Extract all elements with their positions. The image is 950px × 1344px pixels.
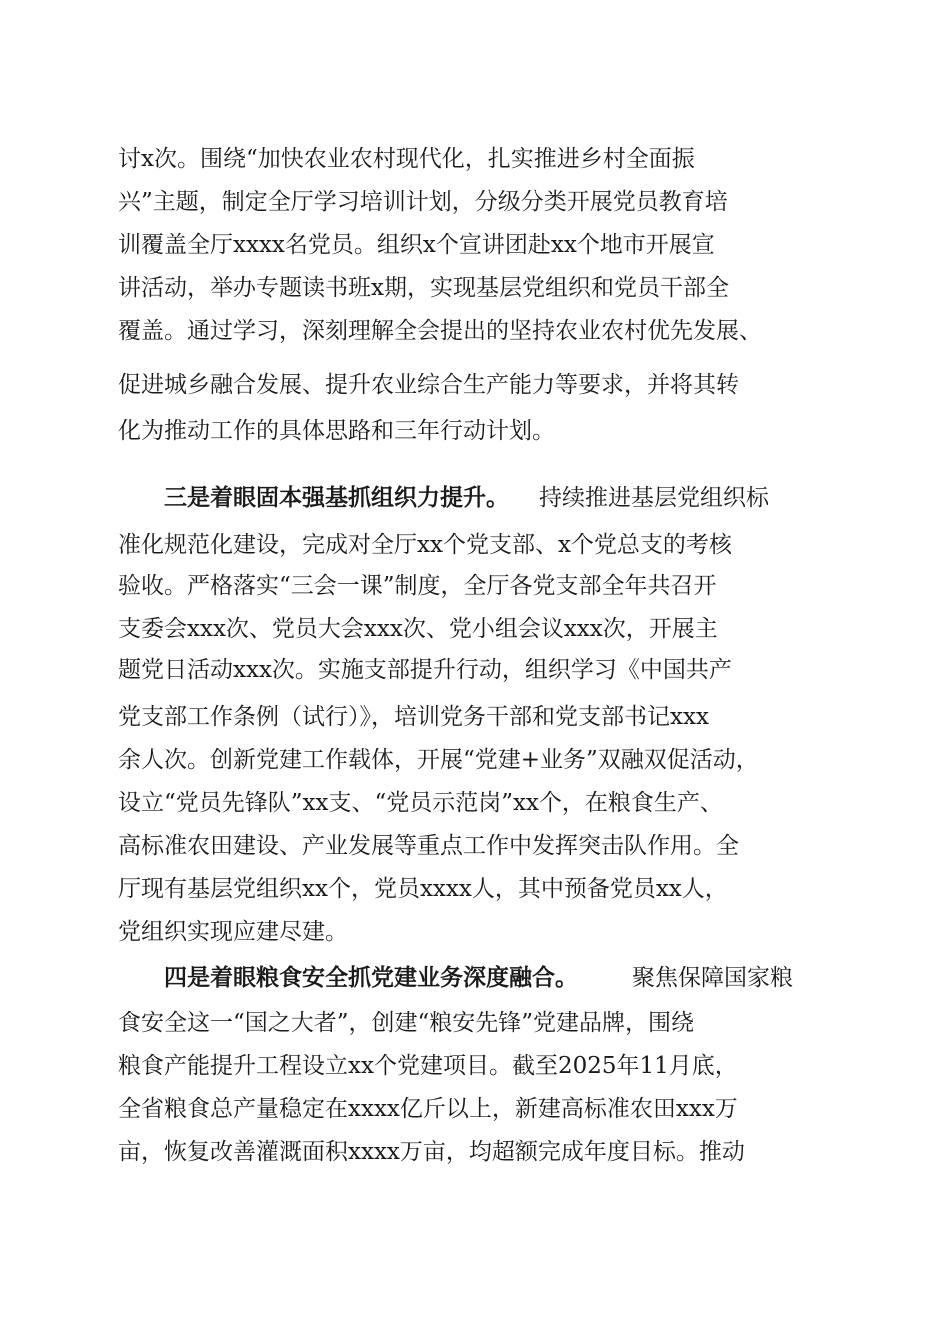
text-line: 聚焦保障国家粮	[632, 965, 793, 991]
paragraph-line	[0, 740, 950, 780]
paragraph-line	[0, 139, 950, 179]
paragraph-line	[0, 365, 950, 405]
paragraph-line	[0, 609, 950, 649]
paragraph-line	[0, 268, 950, 308]
paragraph-line	[0, 869, 950, 909]
text-line: 化为推动工作的具体思路和三年行动计划。	[118, 418, 555, 444]
text-line: 兴”主题，制定全厅学习培训计划，分级分类开展党员教育培	[118, 189, 728, 215]
text-line: 讲活动，举办专题读书班x期，实现基层党组织和党员干部全	[118, 275, 729, 301]
paragraph-line	[0, 783, 950, 823]
paragraph-line	[0, 525, 950, 565]
section-heading: 四是着眼粮食安全抓党建业务深度融合。	[164, 964, 578, 991]
paragraph-line	[0, 826, 950, 866]
text-line: 厅现有基层党组织xx个，党员xxxx人，其中预备党员xx人，	[118, 876, 728, 902]
text-line: 党组织实现应建尽建。	[118, 919, 348, 945]
text-line: 设立“党员先锋队”xx支、“党员示范岗”xx个，在粮食生产、	[118, 790, 723, 816]
text-line: 验收。严格落实“三会一课”制度，全厅各党支部全年共召开	[118, 573, 717, 599]
paragraph-line	[0, 311, 950, 351]
text-line: 食安全这一“国之大者”，创建“粮安先锋”党建品牌，围绕	[118, 1010, 695, 1036]
text-line: 准化规范化建设，完成对全厅xx个党支部、x个党总支的考核	[118, 532, 732, 558]
paragraph-line	[0, 650, 950, 690]
text-line: 训覆盖全厅xxxx名党员。组织x个宣讲团赴xx个地市开展宣	[118, 232, 715, 258]
text-line: 持续推进基层党组织标	[539, 485, 769, 511]
paragraph-line	[0, 411, 950, 451]
text-line: 亩，恢复改善灌溉面积xxxx万亩，均超额完成年度目标。推动	[118, 1139, 745, 1165]
paragraph-line	[0, 182, 950, 222]
paragraph-line	[0, 1132, 950, 1172]
text-line: 党支部工作条例（试行）》，培训党务干部和党支部书记xxx	[118, 704, 709, 730]
paragraph-line	[0, 225, 950, 265]
text-line: 全省粮食总产量稳定在xxxx亿斤以上，新建高标准农田xxx万	[118, 1096, 738, 1122]
paragraph-line	[0, 1003, 950, 1043]
paragraph-line	[0, 478, 950, 518]
paragraph-line	[0, 912, 950, 952]
text-line: 高标准农田建设、产业发展等重点工作中发挥突击队作用。全	[118, 833, 739, 859]
section-heading: 三是着眼固本强基抓组织力提升。	[164, 484, 509, 511]
paragraph-line	[0, 697, 950, 737]
paragraph-line	[0, 1089, 950, 1129]
text-line: 支委会xxx次、党员大会xxx次、党小组会议xxx次，开展主	[118, 616, 718, 642]
paragraph-line	[0, 1046, 950, 1086]
text-line: 余人次。创新党建工作载体，开展“党建+业务”双融双促活动，	[118, 747, 759, 773]
text-line: 讨x次。围绕“加快农业农村现代化，扎实推进乡村全面振	[118, 146, 695, 172]
paragraph-line	[0, 566, 950, 606]
text-line: 题党日活动xxx次。实施支部提升行动，组织学习《中国共产	[118, 657, 732, 683]
paragraph-line	[0, 958, 950, 998]
text-line: 覆盖。通过学习，深刻理解全会提出的坚持农业农村优先发展、	[118, 318, 762, 344]
text-line: 粮食产能提升工程设立xx个党建项目。截至2025年11月底，	[118, 1053, 738, 1079]
text-line: 促进城乡融合发展、提升农业综合生产能力等要求，并将其转	[118, 372, 739, 398]
